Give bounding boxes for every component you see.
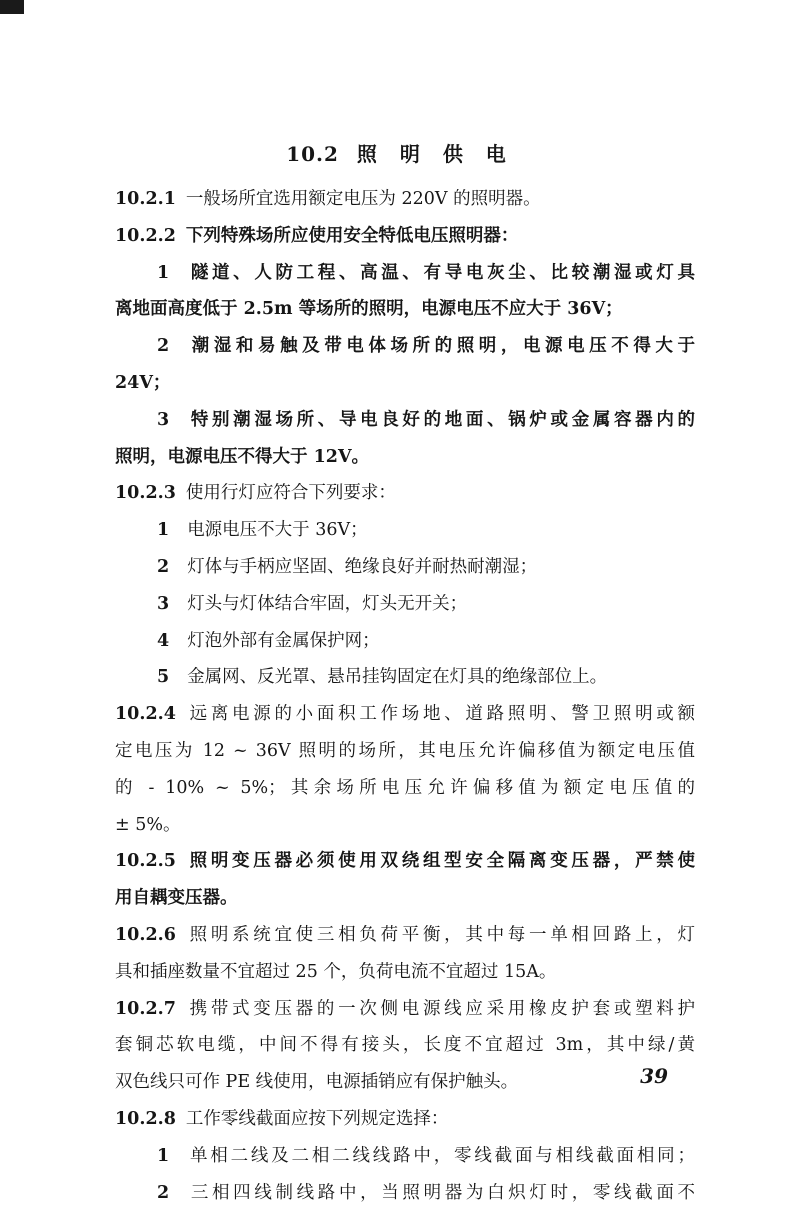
clause-text: 远离电源的小面积工作场地、道路照明、警卫照明或额 (185, 704, 695, 725)
item-number: 1 (157, 1145, 170, 1166)
clause-number: 10.2.7 (115, 998, 176, 1019)
clause-text: 具和插座数量不宜超过 25 个，负荷电流不宜超过 15A。 (115, 961, 557, 982)
item-number: 2 (157, 1182, 170, 1203)
clause-text: 照明系统宜使三相负荷平衡，其中每一单相回路上，灯 (185, 924, 695, 945)
item-text: 电源电压不大于 36V； (187, 520, 368, 541)
clause-text: 双色线只可作 PE 线使用，电源插销应有保护触头。 (115, 1072, 519, 1093)
clause-number: 10.2.2 (115, 225, 176, 246)
section-title (0, 138, 800, 167)
clause-10-2-4-cont-1 (115, 733, 695, 770)
clause-number: 10.2.1 (115, 189, 176, 209)
clause-10-2-8-item-1 (115, 1138, 695, 1175)
clause-10-2-6 (115, 917, 695, 954)
clause-10-2-4 (115, 696, 695, 733)
item-text: 灯头与灯体结合牢固，灯头无开关； (187, 593, 468, 614)
clause-text: 照明变压器必须使用双绕组型安全隔离变压器，严禁使 (185, 851, 695, 872)
item-number: 3 (157, 593, 170, 614)
clause-10-2-8-item-2 (115, 1175, 695, 1211)
clause-10-2-7-cont-1 (115, 1027, 695, 1064)
clause-10-2-3-item-3 (115, 586, 695, 623)
item-text: 照明，电源电压不得大于 12V。 (115, 446, 370, 467)
item-text: 单相二线及二相二线线路中，零线截面与相线截面相同； (187, 1145, 695, 1166)
clause-10-2-7-cont-2 (115, 1064, 695, 1101)
clause-10-2-2-item-3 (115, 402, 695, 439)
document-body (115, 181, 695, 1211)
clause-text: 使用行灯应符合下列要求： (185, 483, 396, 504)
clause-10-2-3-item-1 (115, 512, 695, 549)
clause-10-2-3 (115, 475, 695, 512)
clause-10-2-5-cont (115, 880, 695, 917)
clause-number: 10.2.8 (115, 1108, 176, 1129)
clause-10-2-2-item-1-cont (115, 291, 695, 328)
clause-10-2-2-item-2-cont (115, 365, 695, 402)
item-text: 离地面高度低于 2.5m 等场所的照明，电源电压不应大于 36V； (115, 299, 623, 320)
item-text: 隧道、人防工程、高温、有导电灰尘、比较潮湿或灯具 (187, 262, 695, 283)
item-text: 24V； (115, 372, 171, 393)
clause-10-2-2-item-2 (115, 328, 695, 365)
item-number: 1 (157, 262, 170, 283)
clause-text: 的 - 10% ~ 5%；其余场所电压允许偏移值为额定电压值的 (115, 777, 695, 798)
clause-text: 携带式变压器的一次侧电源线应采用橡皮护套或塑料护 (185, 998, 695, 1019)
clause-text: 工作零线截面应按下列规定选择： (185, 1108, 449, 1129)
clause-number: 10.2.3 (115, 483, 176, 504)
clause-text: 用自耦变压器。 (115, 888, 238, 909)
clause-number: 10.2.4 (115, 704, 176, 725)
clause-10-2-3-item-5 (115, 659, 695, 696)
clause-10-2-3-item-2 (115, 549, 695, 586)
clause-10-2-1 (115, 181, 695, 218)
clause-text: 套铜芯软电缆，中间不得有接头，长度不宜超过 3m，其中绿/黄 (115, 1035, 695, 1056)
clause-10-2-4-cont-3 (115, 807, 695, 844)
clause-10-2-3-item-4 (115, 623, 695, 660)
clause-text: 定电压为 12 ~ 36V 照明的场所，其电压允许偏移值为额定电压值 (115, 740, 695, 761)
item-text: 三相四线制线路中，当照明器为白炽灯时，零线截面不 (187, 1182, 695, 1203)
item-text: 特别潮湿场所、导电良好的地面、锅炉或金属容器内的 (187, 409, 695, 430)
section-name: 照 明 供 电 (356, 142, 514, 166)
clause-10-2-2-item-3-cont (115, 439, 695, 476)
clause-10-2-2-item-1 (115, 255, 695, 292)
clause-10-2-7 (115, 991, 695, 1028)
clause-number: 10.2.6 (115, 924, 176, 945)
item-number: 1 (157, 520, 170, 541)
item-number: 3 (157, 409, 170, 430)
scan-page-edge (0, 0, 24, 14)
item-text: 灯体与手柄应坚固、绝缘良好并耐热耐潮湿； (187, 556, 538, 577)
item-number: 5 (157, 667, 170, 688)
clause-10-2-2 (115, 218, 695, 255)
clause-text: 下列特殊场所应使用安全特低电压照明器： (185, 225, 519, 246)
item-number: 4 (157, 630, 170, 651)
clause-10-2-4-cont-2 (115, 770, 695, 807)
clause-text: 一般场所宜选用额定电压为 220V 的照明器。 (185, 189, 541, 209)
item-number: 2 (157, 556, 170, 577)
clause-text: ± 5%。 (115, 814, 181, 835)
clause-10-2-6-cont (115, 954, 695, 991)
item-text: 潮湿和易触及带电体场所的照明，电源电压不得大于 (187, 336, 695, 357)
clause-10-2-8 (115, 1101, 695, 1138)
item-text: 金属网、反光罩、悬吊挂钩固定在灯具的绝缘部位上。 (187, 667, 608, 688)
clause-number: 10.2.5 (115, 851, 176, 872)
section-number: 10.2 (286, 142, 339, 166)
item-number: 2 (157, 336, 170, 357)
clause-10-2-5 (115, 843, 695, 880)
page-number: 39 (640, 1064, 668, 1088)
item-text: 灯泡外部有金属保护网； (187, 630, 380, 651)
